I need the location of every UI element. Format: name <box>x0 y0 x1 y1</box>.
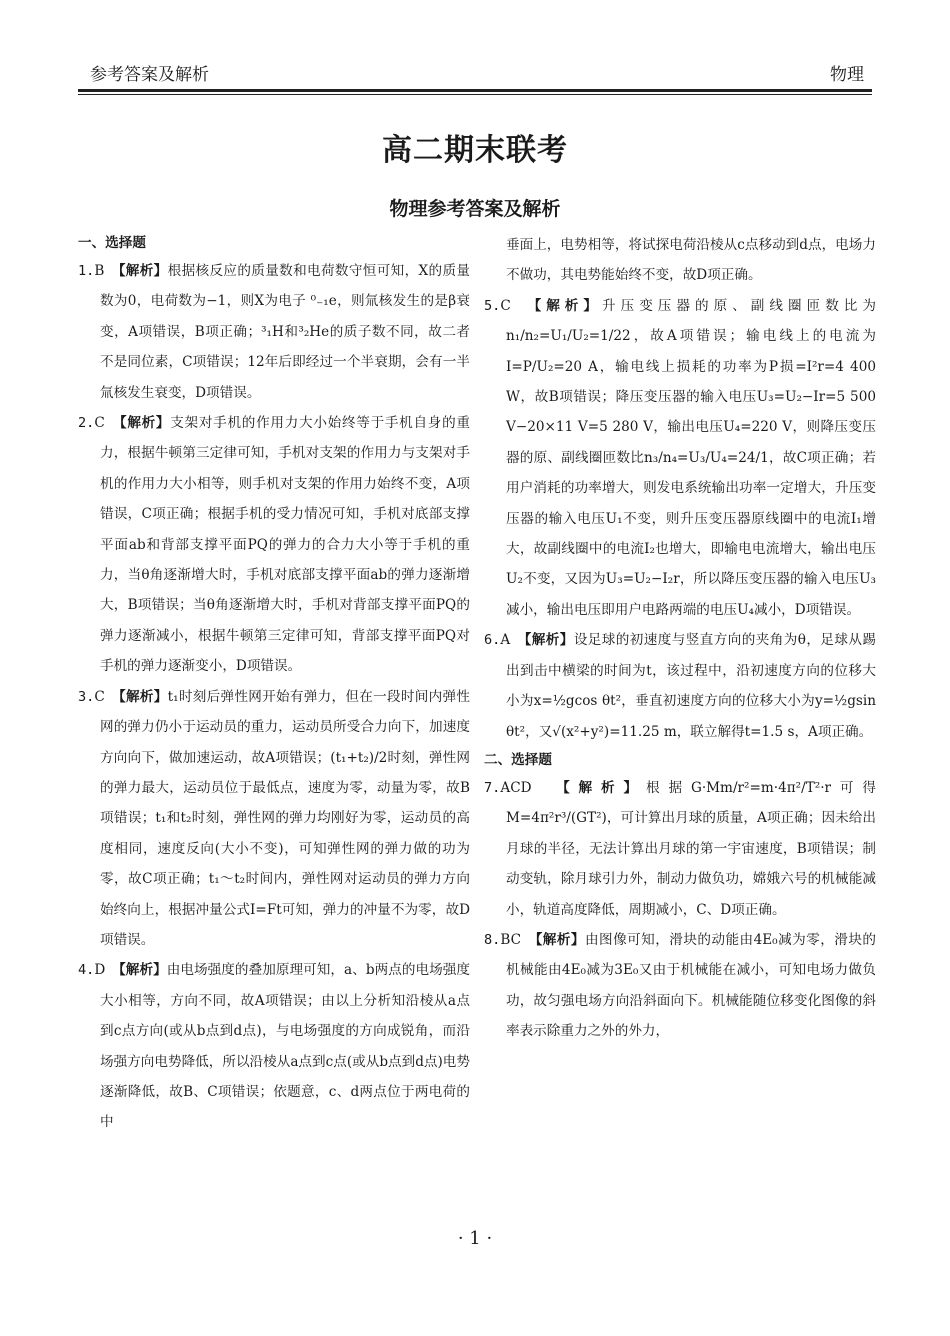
answer-item-6 <box>484 625 876 747</box>
answer-item-1 <box>78 256 470 408</box>
item-number: 2. <box>78 415 95 432</box>
item-text: 设足球的初速度与竖直方向的夹角为θ，足球从踢出到击中横梁的时间为t，该过程中，沿初速度方向的位移大小为x=½gcos θt²，垂直初速度方向的位移大小为y=½gsin θt²，又√(x²+y²)=11.25 m，联立解得t=1.5 s，A项正确。 <box>506 632 876 740</box>
analysis-tag: 【解析】 <box>118 962 167 979</box>
item-text: t₁时刻后弹性网开始有弹力，但在一段时间内弹性网的弹力仍小于运动员的重力，运动员所受合力向下，加速度方向向下，做加速运动，故A项错误；(t₁+t₂)/2时刻，弹性网的弹力最大，运动员位于最低点，速度为零，动量为零，故B项错误；t₁和t₂时刻，弹性网的弹力均刚好为零，运动员的高度相同，速度反向(大小不变)，可知弹性网的弹力做的功为零，故C项正确；t₁～t₂时间内，弹性网对运动员的弹力方向始终向上，根据冲量公式I=Ft可知，弹力的冲量不为零，故D项错误。 <box>100 688 471 948</box>
left-column <box>78 230 470 1138</box>
analysis-tag: 【解析】 <box>534 297 602 314</box>
section-heading-1: 一、选择题 <box>78 235 146 251</box>
analysis-tag: 【解析】 <box>524 632 574 649</box>
item-text: 根据G·Mm/r²=m·4π²/T²·r可得M=4π²r³/(GT²)，可计算出月球的质量，A项正确；因未给出月球的半径，无法计算出月球的第一宇宙速度，B项错误；制动变轨，除月球引力外，制动力做负功，嫦娥六号的机械能减小，轨道高度降低，周期减小，C、D项正确。 <box>506 779 876 918</box>
item-text: 由图像可知，滑块的动能由4E₀减为零，滑块的机械能由4E₀减为3E₀又由于机械能在减小，可知电场力做负功，故匀强电场方向沿斜面向下。机械能随位移变化图像的斜率表示除重力之外的外力， <box>506 931 876 1040</box>
item-text: 由电场强度的叠加原理可知，a、b两点的电场强度大小相等，方向不同，故A项错误；由以上分析知沿棱从a点到c点方向(或从b点到d点)，与电场强度的方向成锐角，而沿场强方向电势降低，所以沿棱从a点到c点(或从b点到d点)电势逐渐降低，故B、C项错误；依题意，c、d两点位于两电荷的中 <box>100 962 471 1131</box>
item-text: 垂面上，电势相等，将试探电荷沿棱从c点移动到d点，电场力不做功，其电势能始终不变，故D项正确。 <box>506 237 876 284</box>
answer-item-3 <box>78 682 470 956</box>
item-number: 4. <box>78 962 95 979</box>
document-subtitle: 物理参考答案及解析 <box>389 198 561 220</box>
answer-item-7 <box>484 773 876 925</box>
item-number: 6. <box>484 632 501 649</box>
header-right: 物理 <box>830 65 864 85</box>
item-answer: B <box>94 263 105 279</box>
item-text: 升压变压器的原、副线圈匝数比为n₁/n₂=U₁/U₂=1/22，故A项错误；输电线上的电流为I=P/U₂=20 A，输电线上损耗的功率为P损=I²r=4 400 W，故B项错误；降压变压器的输入电压U₃=U₂−Ir=5 500 V−20×11 V=5 280 V，输出电压U₄=220 V，则降压变压器的原、副线圈匝数比n₃/n₄=U₃/U₄=24/1，故C项正确；若用户消耗的功率增大，则发电系统输出功率一定增大，升压变压器的输入电压U₁不变，则升压变压器原线圈中的电流I₁增大，故副线圈中的电流I₂也增大，即输电电流增大，输出电压U₂不变，又因为U₃=U₂−I₂r，所以降压变压器的输入电压U₃减小，输出电压即用户电路两端的电压U₄减小，D项错误。 <box>506 297 877 618</box>
answer-item-4 <box>78 955 470 1137</box>
analysis-tag: 【解析】 <box>562 779 646 796</box>
answer-item-4-continued <box>484 230 876 291</box>
item-answer: A <box>500 632 511 649</box>
header-rule-thin <box>78 94 872 95</box>
document-title: 高二期末联考 <box>382 133 568 168</box>
answer-item-8 <box>484 925 876 1047</box>
page-header <box>78 58 872 86</box>
right-column <box>484 230 876 1047</box>
analysis-tag: 【解析】 <box>535 931 585 948</box>
analysis-tag: 【解析】 <box>118 688 168 705</box>
item-number: 5. <box>484 297 501 314</box>
analysis-tag: 【解析】 <box>118 263 168 279</box>
item-answer: D <box>94 962 106 979</box>
header-rule-thick <box>78 89 872 92</box>
page-number: · 1 · <box>457 1228 493 1249</box>
answer-item-2 <box>78 408 470 682</box>
item-text: 支架对手机的作用力大小始终等于手机自身的重力，根据牛顿第三定律可知，手机对支架的作用力与支架对手机的作用力大小相等，则手机对支架的作用力始终不变，A项错误，C项正确；根据手机的受力情况可知，手机对底部支撑平面ab和背部支撑平面PQ的弹力的合力大小等于手机的重力，当θ角逐渐增大时，手机对底部支撑平面ab的弹力逐渐增大，B项错误；当θ角逐渐增大时，手机对背部支撑平面PQ的弹力逐渐减小，根据牛顿第三定律可知，背部支撑平面PQ对手机的弹力逐渐变小，D项错误。 <box>100 415 471 675</box>
item-answer: ACD <box>500 779 532 796</box>
item-number: 8. <box>484 931 501 948</box>
analysis-tag: 【解析】 <box>119 415 171 432</box>
item-answer: C <box>94 688 105 705</box>
item-number: 7. <box>484 779 501 796</box>
header-left: 参考答案及解析 <box>90 65 209 85</box>
section-heading-2: 二、选择题 <box>484 751 552 768</box>
item-number: 1. <box>78 263 95 279</box>
item-answer: C <box>500 297 511 314</box>
answer-item-5 <box>484 291 876 625</box>
item-number: 3. <box>78 688 95 705</box>
item-answer: C <box>94 415 105 432</box>
item-text: 根据核反应的质量数和电荷数守恒可知，X的质量数为0，电荷数为−1，则X为电子 ⁰₋₁e，则氚核发生的是β衰变，A项错误，B项正确；³₁H和³₂He的质子数不同，故二者不是同位素，C项错误；12年后即经过一个半衰期，会有一半氚核发生衰变，D项错误。 <box>100 263 471 401</box>
item-answer: BC <box>500 931 522 948</box>
